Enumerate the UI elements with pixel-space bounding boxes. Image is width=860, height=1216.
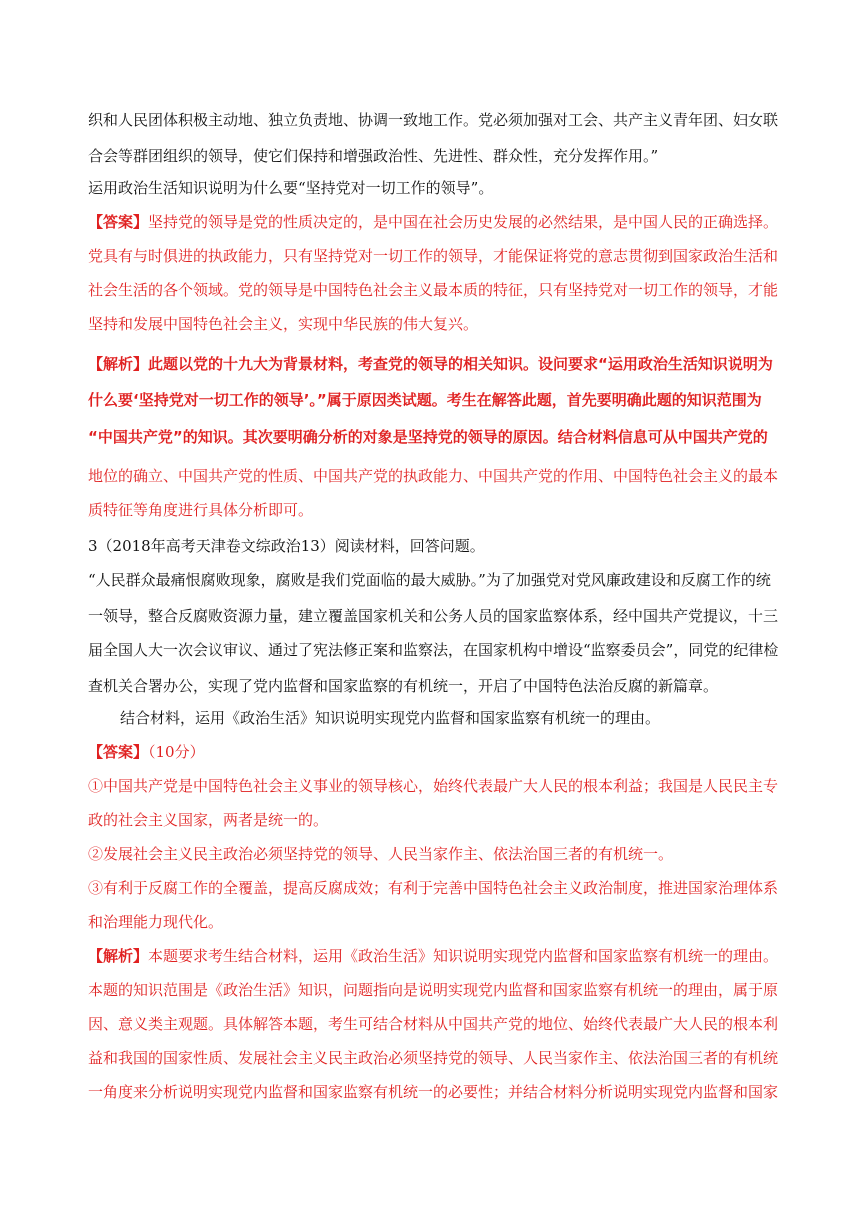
analysis-text-line: 益和我国的国家性质、发展社会主义民主政治必须坚持党的领导、人民当家作主、依法治国三者的有机统 xyxy=(88,1049,779,1067)
material-text-line: 一领导，整合反腐败资源力量，建立覆盖国家机关和公务人员的国家监察体系，经中国共产党提议，十三 xyxy=(88,607,779,625)
material-text-line: 届全国人大一次会议审议、通过了宪法修正案和监察法，在国家机构中增设“监察委员会”，同党的纪律检 xyxy=(88,641,779,659)
answer-text-line: 坚持和发展中国特色社会主义，实现中华民族的伟大复兴。 xyxy=(88,315,479,333)
answer-tag: 【答案】 xyxy=(88,743,149,761)
answer-text-line: 和治理能力现代化。 xyxy=(88,913,224,931)
material-text-line: “人民群众最痛恨腐败现象，腐败是我们党面临的最大威胁。”为了加强党对党风廉政建设和反腐工作的统 xyxy=(88,571,771,589)
answer-text-line: 政的社会主义国家，两者是统一的。 xyxy=(88,811,329,829)
analysis-tag: 【解析】 xyxy=(88,947,149,965)
analysis-text-line: 因、意义类主观题。具体解答本题，考生可结合材料从中国共产党的地位、始终代表最广大人民的根本利 xyxy=(88,1015,779,1033)
material-text-line: 查机关合署办公，实现了党内监督和国家监察的有机统一，开启了中国特色法治反腐的新篇章。 xyxy=(88,677,719,695)
score-text: （10分） xyxy=(148,743,205,761)
analysis-text-line: 【解析】此题以党的十九大为背景材料，考查党的领导的相关知识。设问要求“运用政治生活知识说明为 xyxy=(88,355,773,373)
analysis-text-line: 本题的知识范围是《政治生活》知识，问题指向是说明实现党内监督和国家监察有机统一的理由，属于原 xyxy=(88,981,779,999)
analysis-text-line: 质特征等角度进行具体分析即可。 xyxy=(88,501,314,519)
answer-text-line: 党具有与时俱进的执政能力，只有坚持党对一切工作的领导，才能保证将党的意志贯彻到国家政治生活和 xyxy=(88,247,779,265)
analysis-paragraph-line xyxy=(88,946,788,966)
analysis-text-line: “中国共产党”的知识。其次要明确分析的对象是坚持党的领导的原因。结合材料信息可从中国共产党的 xyxy=(88,428,768,446)
analysis-text: 本题要求考生结合材料，运用《政治生活》知识说明实现党内监督和国家监察有机统一的理由。 xyxy=(148,947,779,965)
analysis-text-line: 地位的确立、中国共产党的性质、中国共产党的执政能力、中国共产党的作用、中国特色社会主义的最本 xyxy=(88,467,779,485)
answer-text-line: ③有利于反腐工作的全覆盖，提高反腐成效；有利于完善中国特色社会主义政治制度，推进国家治理体系 xyxy=(88,879,779,897)
answer-text-line: 社会生活的各个领域。党的领导是中国特色社会主义最本质的特征，只有坚持党对一切工作的领导，才能 xyxy=(88,281,779,299)
material-text-line: 合会等群团组织的领导，使它们保持和增强政治性、先进性、群众性，充分发挥作用。” xyxy=(88,147,659,165)
answer-text: 坚持党的领导是党的性质决定的，是中国在社会历史发展的必然结果，是中国人民的正确选择。 xyxy=(148,213,779,231)
answer-text-line: ②发展社会主义民主政治必须坚持党的领导、人民当家作主、依法治国三者的有机统一。 xyxy=(88,845,674,863)
answer-tag: 【答案】 xyxy=(88,213,149,231)
question-text: 结合材料，运用《政治生活》知识说明实现党内监督和国家监察有机统一的理由。 xyxy=(120,709,661,727)
answer-heading xyxy=(88,742,788,762)
question-header: 3（2018年高考天津卷文综政治13）阅读材料，回答问题。 xyxy=(88,537,485,555)
question-text: 运用政治生活知识说明为什么要“坚持党对一切工作的领导”。 xyxy=(88,179,494,197)
analysis-text-line: 一角度来分析说明实现党内监督和国家监察有机统一的必要性；并结合材料分析说明实现党内监督和国家 xyxy=(88,1083,779,1101)
answer-paragraph-line xyxy=(88,212,788,232)
material-text-line: 织和人民团体积极主动地、独立负责地、协调一致地工作。党必须加强对工会、共产主义青年团、妇女联 xyxy=(88,111,779,129)
answer-text-line: ①中国共产党是中国特色社会主义事业的领导核心，始终代表最广大人民的根本利益；我国是人民民主专 xyxy=(88,777,779,795)
analysis-text-line: 什么要‘坚持党对一切工作的领导’。”属于原因类试题。考生在解答此题，首先要明确此题的知识范围为 xyxy=(88,391,762,409)
